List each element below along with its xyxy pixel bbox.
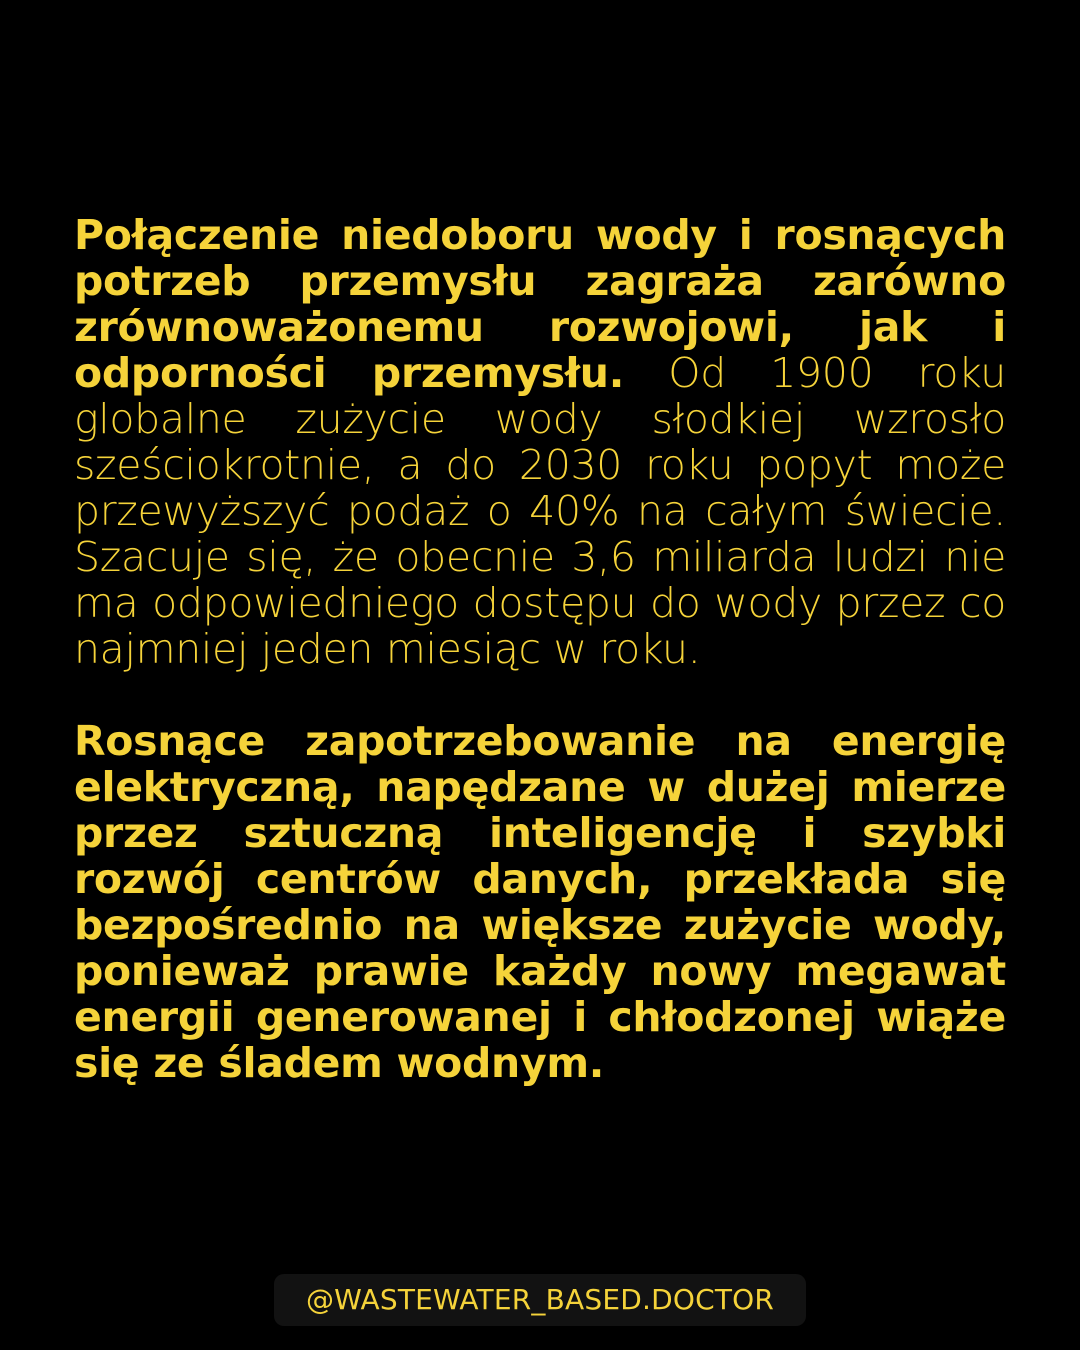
paragraph-2-bold-text: Rosnące zapotrzebowanie na energię elektryczną, napędzane w dużej mierze przez sztuczną inteligencję i szybki rozwój centrów danych, przekłada się bezpośrednio na większe zużycie wody, ponieważ prawie każdy nowy megawat energii generowanej i chłodzonej wiąże się ze śladem wodnym. bbox=[74, 717, 1006, 1087]
paragraph-energy-demand bbox=[74, 718, 1006, 1086]
paragraph-1-bold-text: Połączenie niedoboru wody i rosnących potrzeb przemysłu zagraża zarówno zrównoważonemu rozwojowi, jak i odporności przemysłu. bbox=[74, 211, 1006, 397]
account-handle-badge: @WASTEWATER_BASED.DOCTOR bbox=[274, 1274, 806, 1326]
paragraph-1-regular-text: Od 1900 roku globalne zużycie wody słodkiej wzrosło sześciokrotnie, a do 2030 roku popyt może przewyższyć podaż o 40% na całym świecie. Szacuje się, że obecnie 3,6 miliarda ludzi nie ma odpowiedniego dostępu do wody przez co najmniej jeden miesiąc w roku. bbox=[74, 349, 1006, 673]
paragraph-water-scarcity bbox=[74, 212, 1006, 672]
main-text-block bbox=[74, 212, 1006, 1086]
